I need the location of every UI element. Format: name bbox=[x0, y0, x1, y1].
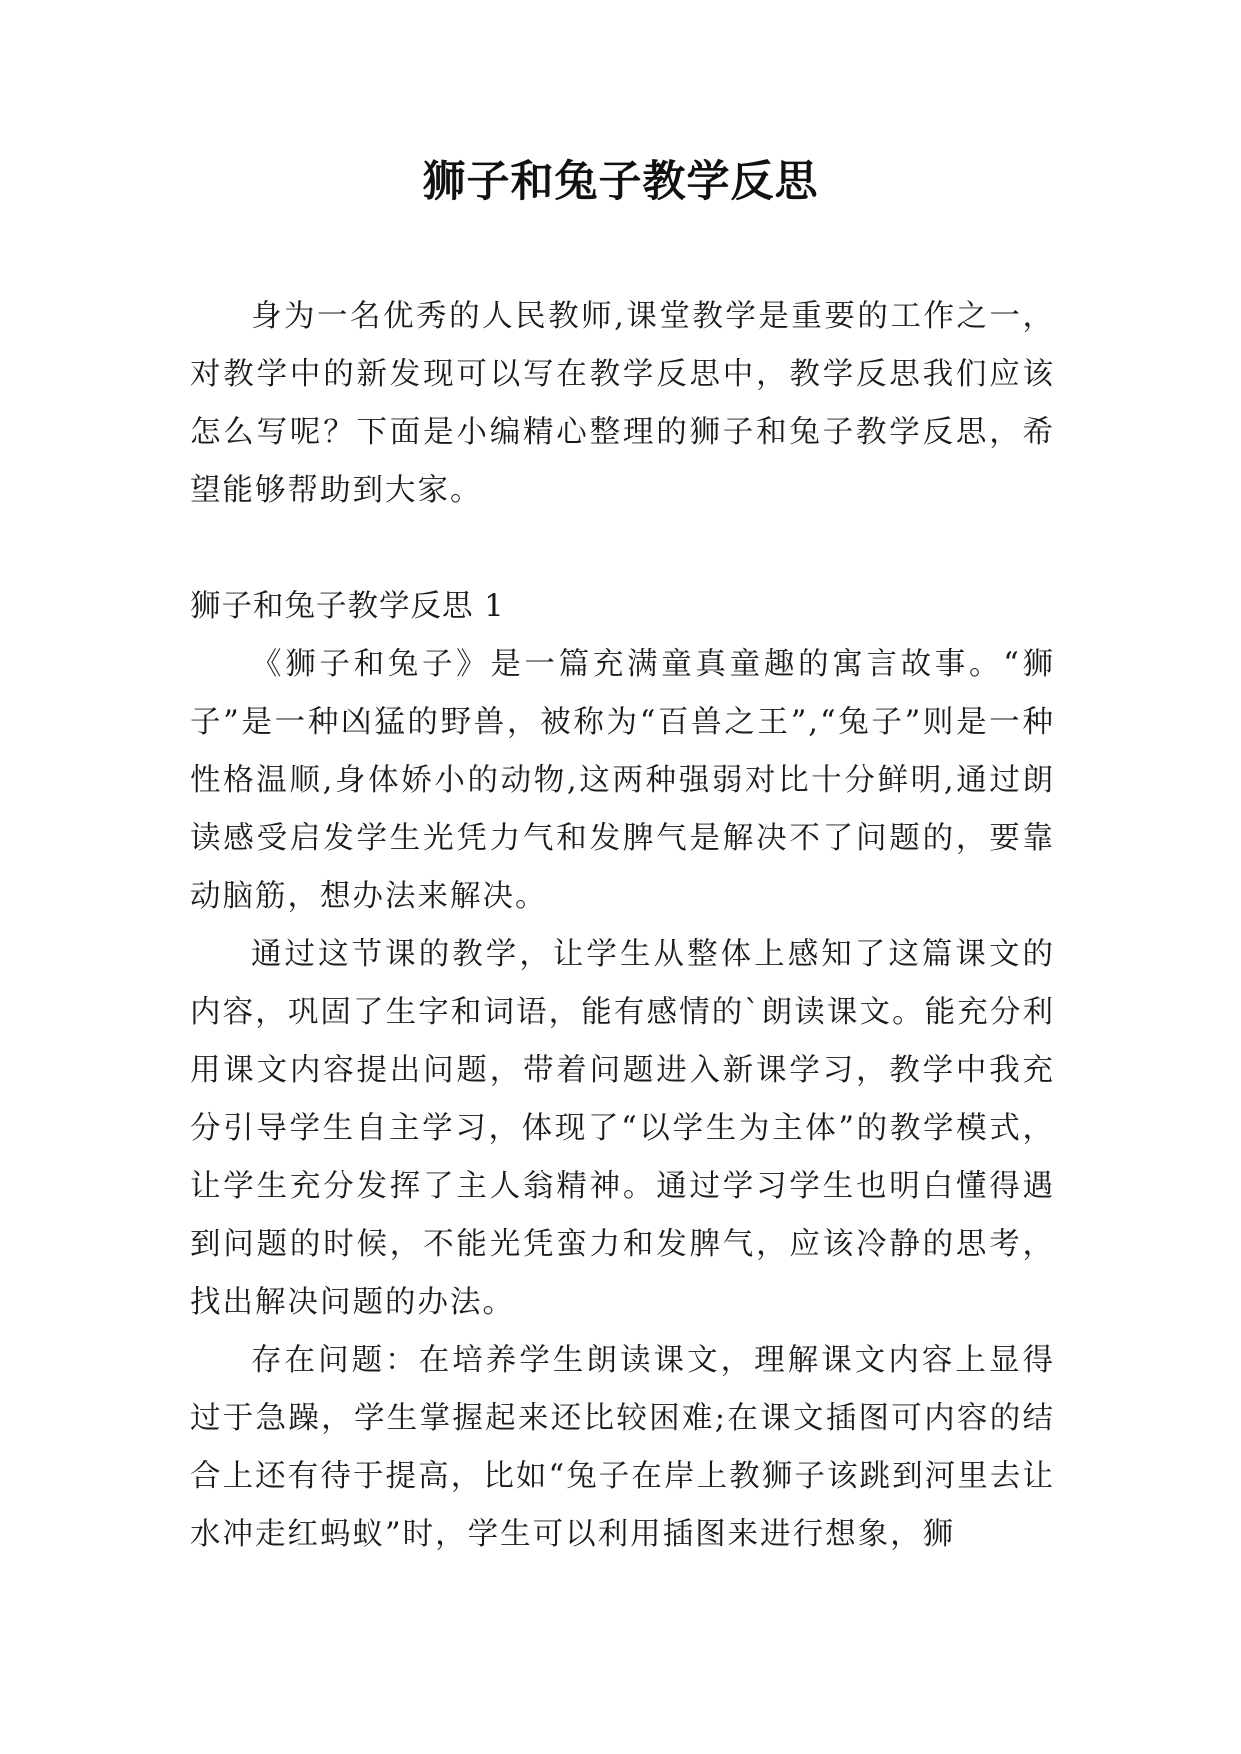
document-title: 狮子和兔子教学反思 bbox=[422, 157, 819, 207]
intro-paragraph: 身为一名优秀的人民教师,课堂教学是重要的工作之一，对教学中的新发现可以写在教学反思中，教学反思我们应该怎么写呢？下面是小编精心整理的狮子和兔子教学反思，希望能够帮助到大家。 bbox=[190, 299, 1055, 508]
body-paragraph: 《狮子和兔子》是一篇充满童真童趣的寓言故事。“狮子”是一种凶猛的野兽，被称为“百兽之王”,“兔子”则是一种性格温顺,身体娇小的动物,这两种强弱对比十分鲜明,通过朗读感受启发学生光凭力气和发脾气是解决不了问题的，要靠动脑筋，想办法来解决。 bbox=[190, 647, 1055, 914]
body-paragraph: 存在问题：在培养学生朗读课文，理解课文内容上显得过于急躁，学生掌握起来还比较困难;在课文插图可内容的结合上还有待于提高，比如“兔子在岸上教狮子该跳到河里去让水冲走红蚂蚁”时，学生可以利用插图来进行想象，狮 bbox=[190, 1343, 1055, 1552]
document-body bbox=[190, 288, 1055, 1564]
section-heading: 狮子和兔子教学反思 1 bbox=[190, 589, 505, 624]
body-paragraph: 通过这节课的教学，让学生从整体上感知了这篇课文的内容，巩固了生字和词语，能有感情的`朗读课文。能充分利用课文内容提出问题，带着问题进入新课学习，教学中我充分引导学生自主学习，体现了“以学生为主体”的教学模式，让学生充分发挥了主人翁精神。通过学习学生也明白懂得遇到问题的时候，不能光凭蛮力和发脾气，应该冷静的思考，找出解决问题的办法。 bbox=[190, 937, 1055, 1320]
